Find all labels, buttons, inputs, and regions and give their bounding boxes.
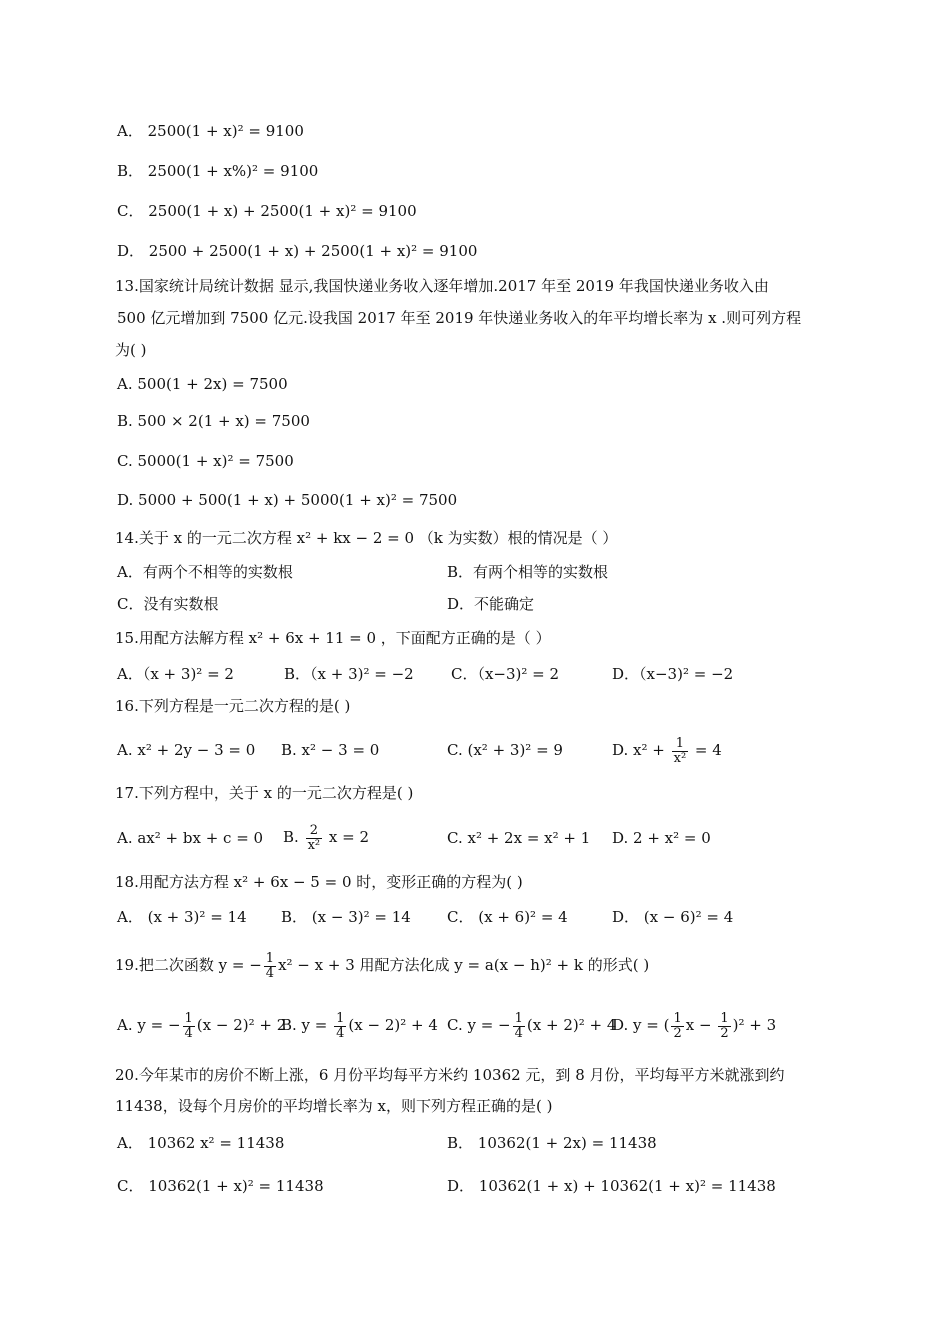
q19-option-d: D. y = ( $\frac{1}{2}$ x − $\frac{1}{2}$ )² + 3 — [612, 1010, 777, 1041]
q19-option-c: C. y = − $\frac{1}{4}$ (x + 2)² + 4 — [447, 1010, 617, 1041]
q20-option-a: A． 10362 x² = 11438 — [117, 1134, 285, 1152]
q15-option-b: B．（x + 3)² = −2 — [284, 665, 414, 683]
q14-option-a: A．有两个不相等的实数根 — [117, 563, 293, 581]
q19-option-b: B. y = $\frac{1}{4}$ (x − 2)² + 4 — [281, 1010, 438, 1041]
q12-option-a: A． 2500(1 + x)² = 9100 — [117, 122, 304, 140]
fraction: $\frac{1}{4}$ — [514, 1010, 523, 1041]
q13-option-d: D. 5000 + 500(1 + x) + 5000(1 + x)² = 7500 — [117, 491, 458, 509]
q18-option-a: A． (x + 3)² = 14 — [117, 908, 247, 926]
q20-option-b: B． 10362(1 + 2x) = 11438 — [447, 1134, 657, 1152]
q18-option-c: C． (x + 6)² = 4 — [447, 908, 568, 926]
q14-option-b: B．有两个相等的实数根 — [447, 563, 609, 581]
q12-option-b: B． 2500(1 + x%)² = 9100 — [117, 162, 319, 180]
q15-option-c: C．（x−3)² = 2 — [451, 665, 560, 683]
q17-stem: 17.下列方程中，关于 x 的一元二次方程是( ) — [115, 784, 414, 802]
q17-option-a: A. ax² + bx + c = 0 — [117, 829, 264, 847]
q14-option-d: D．不能确定 — [447, 595, 535, 613]
fraction: $\frac{2}{\text{x²}}$ — [307, 822, 321, 853]
q20-option-d: D． 10362(1 + x) + 10362(1 + x)² = 11438 — [447, 1177, 776, 1195]
q14-option-c: C．没有实数根 — [117, 595, 219, 613]
q15-stem: 15.用配方法解方程 x² + 6x + 11 = 0 ，下面配方正确的是（ ） — [115, 629, 551, 647]
q16-option-d-label: D. x² + — [612, 741, 670, 759]
q18-option-d: D． (x − 6)² = 4 — [612, 908, 734, 926]
q16-option-d: D. x² + $\frac{1}{\text{x²}}$ = 4 — [612, 735, 722, 766]
q14-stem: 14.关于 x 的一元二次方程 x² + kx − 2 = 0 （k 为实数）根的情况是（ ） — [115, 529, 618, 547]
q12-option-c: C． 2500(1 + x) + 2500(1 + x)² = 9100 — [117, 202, 417, 220]
fraction: $\frac{1}{\text{x²}}$ — [673, 735, 687, 766]
q15-option-a: A．（x + 3)² = 2 — [117, 665, 234, 683]
q20-stem-line2: 11438，设每个月房价的平均增长率为 x，则下列方程正确的是( ) — [115, 1097, 553, 1115]
q16-option-a: A. x² + 2y − 3 = 0 — [117, 741, 256, 759]
q17-option-c: C. x² + 2x = x² + 1 — [447, 829, 591, 847]
q13-stem-line1: 13.国家统计局统计数据 显示,我国快递业务收入逐年增加.2017 年至 2019 年我国快递业务收入由 — [115, 277, 769, 295]
q19-option-a: A. y = − $\frac{1}{4}$ (x − 2)² + 2 — [117, 1010, 287, 1041]
q17-option-d: D. 2 + x² = 0 — [612, 829, 711, 847]
q13-stem-line3: 为( ) — [115, 341, 147, 359]
fraction: $\frac{1}{4}$ — [184, 1010, 193, 1041]
q13-option-c: C. 5000(1 + x)² = 7500 — [117, 452, 294, 470]
q16-option-c: C. (x² + 3)² = 9 — [447, 741, 563, 759]
q17-option-b: B. $\frac{2}{\text{x²}}$ x = 2 — [283, 822, 369, 853]
q18-stem: 18.用配方法方程 x² + 6x − 5 = 0 时，变形正确的方程为( ) — [115, 873, 523, 891]
q15-option-d: D．（x−3)² = −2 — [612, 665, 734, 683]
q13-option-b: B. 500 × 2(1 + x) = 7500 — [117, 412, 310, 430]
q20-option-c: C． 10362(1 + x)² = 11438 — [117, 1177, 324, 1195]
q13-option-a: A. 500(1 + 2x) = 7500 — [117, 375, 288, 393]
q16-option-b: B. x² − 3 = 0 — [281, 741, 380, 759]
fraction: $\frac{1}{4}$ — [265, 950, 275, 981]
q12-option-d: D． 2500 + 2500(1 + x) + 2500(1 + x)² = 9100 — [117, 242, 478, 260]
q20-stem-line1: 20.今年某市的房价不断上涨，6 月份平均每平方米约 10362 元，到 8 月份，平均每平方米就涨到约 — [115, 1066, 785, 1084]
q18-option-b: B． (x − 3)² = 14 — [281, 908, 411, 926]
q19-stem: 19.把二次函数 y = − $\frac{1}{4}$ x² − x + 3 用配方法化成 y = a(x − h)² + k 的形式( ) — [115, 950, 650, 981]
fraction: $\frac{1}{2}$ — [673, 1010, 682, 1041]
fraction: $\frac{1}{2}$ — [720, 1010, 729, 1041]
q13-stem-line2: 500 亿元增加到 7500 亿元.设我国 2017 年至 2019 年快递业务收入的年平均增长率为 x .则可列方程 — [117, 309, 802, 327]
q16-stem: 16.下列方程是一元二次方程的是( ) — [115, 697, 351, 715]
fraction: $\frac{1}{4}$ — [336, 1010, 345, 1041]
